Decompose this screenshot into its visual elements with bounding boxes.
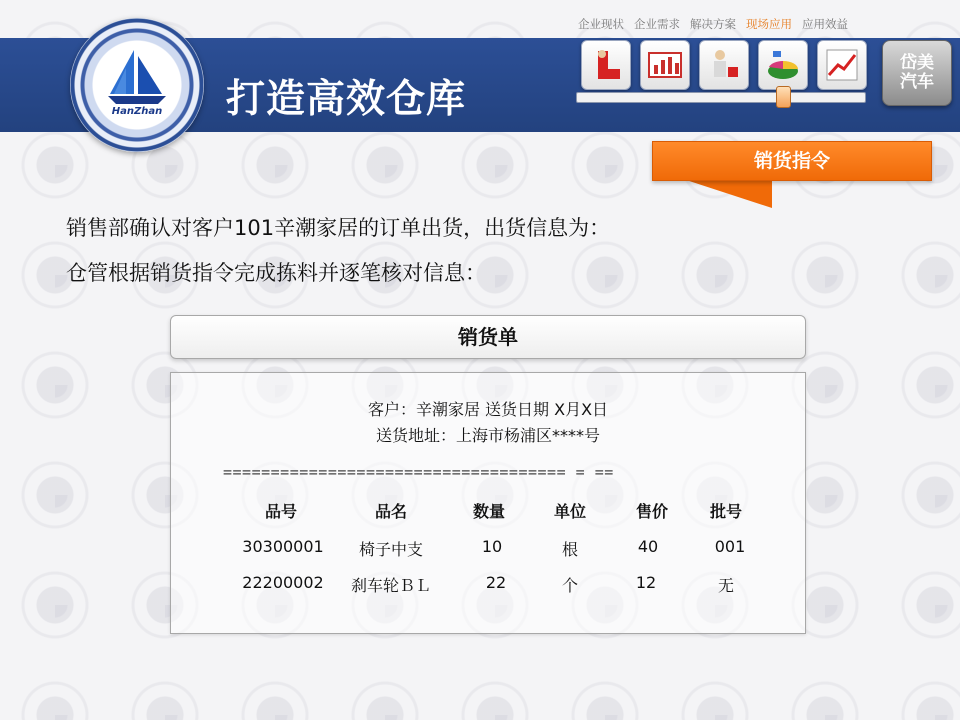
pie-chart-icon: [765, 47, 801, 83]
sailboat-icon: [104, 48, 170, 106]
nav-item-benefits[interactable]: 应用效益: [802, 17, 848, 31]
row-2-unit: 个: [561, 576, 578, 595]
nav-item-solution[interactable]: 解决方案: [690, 17, 736, 31]
logo-text: HanZhan: [111, 106, 163, 117]
top-nav: [578, 16, 848, 32]
callout-tail: [680, 178, 772, 208]
row-1-batch: 001: [714, 537, 746, 556]
company-logo: [70, 18, 204, 152]
col-header-item-name: 品名: [374, 502, 407, 521]
receipt-title: 销货单: [458, 325, 518, 349]
intro-line-2: 仓管根据销货指令完成拣料并逐笔核对信息：: [66, 261, 486, 285]
person-stairs-tile[interactable]: [581, 40, 631, 90]
col-header-price: 售价: [635, 502, 668, 521]
row-1-quantity: 10: [481, 537, 503, 556]
presenter-icon: [706, 47, 742, 83]
row-2-price: 12: [635, 573, 657, 592]
growth-chart-tile[interactable]: [817, 40, 867, 90]
intro-line-1: 销售部确认对客户101辛潮家居的订单出货，出货信息为：: [66, 216, 611, 240]
receipt-customer-line: 客户：辛潮家居 送货日期 X月X日: [367, 400, 609, 419]
growth-chart-icon: [824, 47, 860, 83]
row-1-item-no: 30300001: [242, 537, 324, 556]
col-header-unit: 单位: [553, 502, 586, 521]
row-2-item-name: 刹车轮ＢＬ: [350, 576, 431, 595]
receipt-body: [170, 372, 806, 634]
brand-button-line1: 岱美: [900, 53, 934, 73]
row-1-unit: 根: [561, 540, 578, 559]
nav-item-requirements[interactable]: 企业需求: [634, 17, 680, 31]
row-2-quantity: 22: [485, 573, 507, 592]
bar-chart-board-tile[interactable]: [640, 40, 690, 90]
receipt-divider: ==================================== = ==: [223, 463, 614, 481]
section-slider-track[interactable]: [576, 92, 866, 103]
row-1-item-name: 椅子中支: [358, 540, 423, 559]
nav-item-current-status[interactable]: 企业现状: [578, 17, 624, 31]
bar-chart-board-icon: [647, 47, 683, 83]
nav-item-field-application[interactable]: 现场应用: [746, 17, 792, 31]
person-stairs-icon: [588, 47, 624, 83]
col-header-quantity: 数量: [472, 502, 505, 521]
col-header-item-no: 品号: [264, 502, 297, 521]
col-header-batch: 批号: [709, 502, 742, 521]
section-slider-thumb[interactable]: [776, 86, 791, 108]
presenter-tile[interactable]: [699, 40, 749, 90]
receipt-address-line: 送货地址：上海市杨浦区****号: [375, 426, 600, 445]
brand-button-line2: 汽车: [900, 72, 934, 92]
row-2-batch: 无: [717, 576, 734, 595]
row-2-item-no: 22200002: [242, 573, 324, 592]
receipt-title-box: [170, 315, 806, 359]
page-title: 打造高效仓库: [226, 77, 467, 122]
sales-order-callout: 销货指令: [652, 141, 932, 181]
row-1-price: 40: [637, 537, 659, 556]
pie-chart-tile[interactable]: [758, 40, 808, 90]
brand-button[interactable]: [882, 40, 952, 106]
